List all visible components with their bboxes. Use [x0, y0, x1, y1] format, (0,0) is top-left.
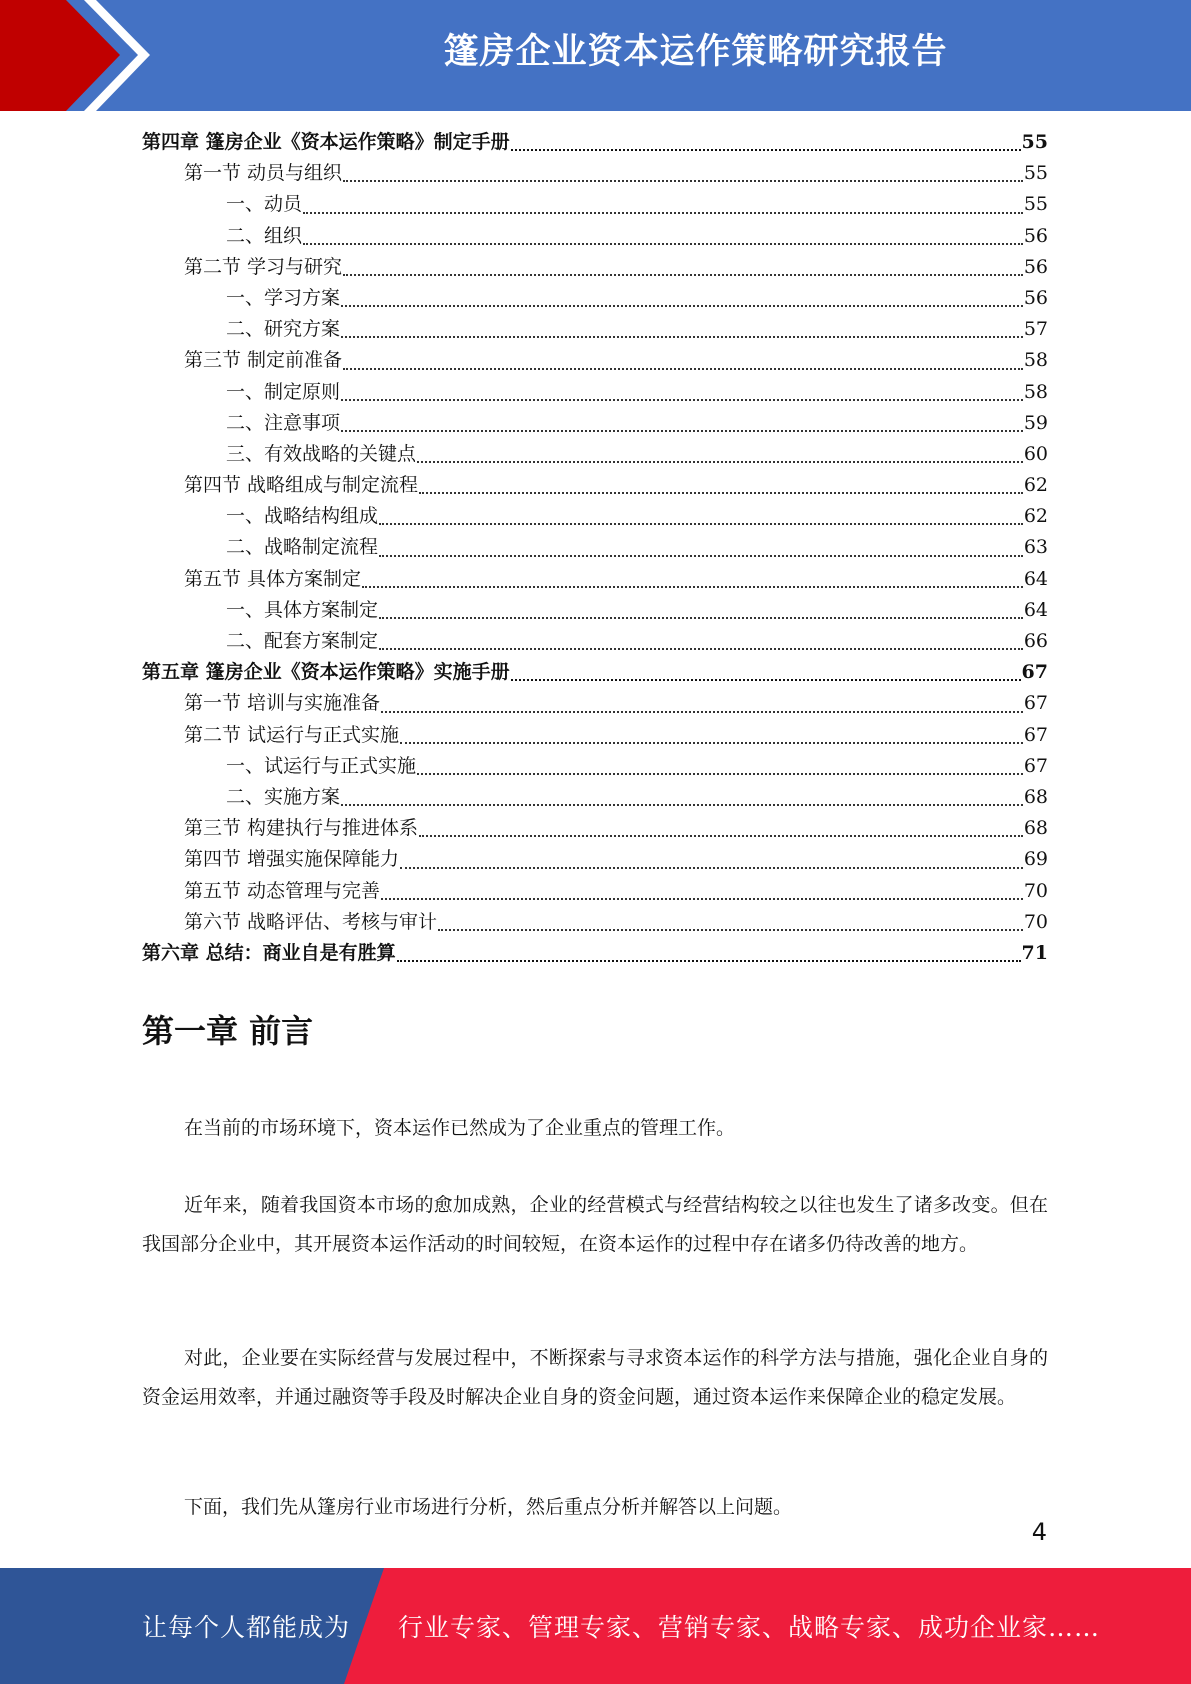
toc-entry-title: 第二节 学习与研究: [184, 255, 343, 278]
toc-entry-title: 一、试运行与正式实施: [226, 754, 417, 777]
toc-subsection-entry[interactable]: [142, 751, 1048, 782]
page-header: [0, 0, 1191, 111]
toc-subsection-entry[interactable]: [142, 408, 1048, 439]
toc-section-entry[interactable]: [142, 252, 1048, 283]
toc-leader-dots: [343, 266, 1023, 276]
toc-subsection-entry[interactable]: [142, 501, 1048, 532]
toc-page-number: 67: [1023, 723, 1048, 746]
paragraph-3: 对此，企业要在实际经营与发展过程中，不断探索与寻求资本运作的科学方法与措施，强化企业自身的资金运用效率，并通过融资等手段及时解决企业自身的资金问题，通过资本运作来保障企业的稳定发展。: [142, 1347, 1048, 1408]
toc-section-entry[interactable]: [142, 876, 1048, 907]
toc-subsection-entry[interactable]: [142, 782, 1048, 813]
toc-leader-dots: [341, 796, 1023, 806]
toc-page-number: 64: [1023, 567, 1048, 590]
toc-page-number: 69: [1023, 848, 1048, 871]
toc-page-number: 55: [1023, 162, 1048, 185]
table-of-contents: [142, 127, 1048, 969]
toc-entry-title: 二、研究方案: [226, 318, 341, 341]
toc-section-entry[interactable]: [142, 158, 1048, 189]
toc-page-number: 71: [1021, 941, 1048, 964]
toc-page-number: 55: [1023, 193, 1048, 216]
toc-leader-dots: [362, 578, 1023, 588]
toc-leader-dots: [419, 484, 1023, 494]
toc-entry-title: 二、实施方案: [226, 785, 341, 808]
paragraph-2: 近年来，随着我国资本市场的愈加成熟，企业的经营模式与经营结构较之以往也发生了诸多改变。但在我国部分企业中，其开展资本运作活动的时间较短，在资本运作的过程中存在诸多仍待改善的地方。: [142, 1194, 1048, 1255]
toc-leader-dots: [438, 921, 1023, 931]
toc-page-number: 62: [1023, 474, 1048, 497]
toc-page-number: 66: [1023, 630, 1048, 652]
toc-entry-title: 第五节 动态管理与完善: [184, 879, 381, 902]
toc-section-entry[interactable]: [142, 720, 1048, 751]
toc-leader-dots: [400, 859, 1023, 869]
toc-section-entry[interactable]: [142, 688, 1048, 719]
toc-leader-dots: [417, 765, 1023, 775]
toc-page-number: 68: [1023, 785, 1048, 808]
toc-section-entry[interactable]: [142, 813, 1048, 844]
toc-page-number: 63: [1023, 536, 1048, 559]
chapter-title: 第一章 前言: [142, 1012, 314, 1050]
header-arrow-decoration: [0, 0, 160, 111]
page-footer: [0, 1568, 1191, 1684]
toc-page-number: 67: [1021, 661, 1048, 684]
toc-page-number: 68: [1023, 817, 1048, 840]
toc-leader-dots: [379, 640, 1023, 650]
toc-entry-title: 第三节 构建执行与推进体系: [184, 817, 419, 840]
toc-entry-title: 二、战略制定流程: [226, 536, 379, 559]
toc-entry-title: 二、组织: [226, 224, 303, 247]
toc-subsection-entry[interactable]: [142, 221, 1048, 252]
toc-entry-title: 第二节 试运行与正式实施: [184, 723, 400, 746]
toc-leader-dots: [397, 952, 1021, 962]
toc-page-number: 59: [1023, 411, 1048, 434]
toc-entry-title: 第六节 战略评估、考核与审计: [184, 910, 438, 933]
toc-leader-dots: [379, 515, 1023, 525]
toc-leader-dots: [343, 172, 1023, 182]
toc-page-number: 56: [1023, 255, 1048, 278]
toc-section-entry[interactable]: [142, 470, 1048, 501]
toc-entry-title: 第六章 总结：商业自是有胜算: [142, 941, 396, 964]
toc-subsection-entry[interactable]: [142, 439, 1048, 470]
toc-page-number: 57: [1023, 318, 1048, 341]
toc-leader-dots: [379, 547, 1023, 557]
toc-page-number: 67: [1023, 754, 1048, 777]
toc-chapter-entry[interactable]: [142, 127, 1048, 158]
toc-section-entry[interactable]: [142, 345, 1048, 376]
paragraph-1: 在当前的市场环境下，资本运作已然成为了企业重点的管理工作。: [184, 1117, 736, 1139]
page-number: 4: [1031, 1518, 1047, 1546]
toc-leader-dots: [341, 297, 1023, 307]
toc-leader-dots: [511, 671, 1021, 681]
toc-entry-title: 一、战略结构组成: [226, 505, 379, 528]
toc-section-entry[interactable]: [142, 907, 1048, 938]
toc-leader-dots: [343, 360, 1023, 370]
toc-page-number: 64: [1023, 598, 1048, 621]
toc-entry-title: 第一节 培训与实施准备: [184, 692, 381, 715]
toc-subsection-entry[interactable]: [142, 189, 1048, 220]
toc-leader-dots: [379, 609, 1023, 619]
toc-leader-dots: [400, 734, 1023, 744]
toc-section-entry[interactable]: [142, 564, 1048, 595]
toc-entry-title: 二、配套方案制定: [226, 630, 379, 652]
toc-entry-title: 第四节 战略组成与制定流程: [184, 474, 419, 497]
toc-entry-title: 第五章 篷房企业《资本运作策略》实施手册: [142, 661, 510, 684]
toc-leader-dots: [511, 141, 1021, 151]
report-title: 篷房企业资本运作策略研究报告: [443, 32, 948, 72]
toc-entry-title: 第四节 增强实施保障能力: [184, 848, 400, 871]
toc-leader-dots: [303, 235, 1023, 245]
footer-slogan-left: 让每个人都能成为: [142, 1613, 351, 1642]
toc-chapter-entry[interactable]: [142, 657, 1048, 688]
toc-subsection-entry[interactable]: [142, 532, 1048, 563]
toc-section-entry[interactable]: [142, 844, 1048, 875]
toc-leader-dots: [381, 703, 1023, 713]
toc-chapter-entry[interactable]: [142, 938, 1048, 969]
toc-subsection-entry[interactable]: [142, 626, 1048, 657]
toc-entry-title: 三、有效战略的关键点: [226, 442, 417, 465]
toc-leader-dots: [341, 391, 1023, 401]
toc-entry-title: 一、制定原则: [226, 380, 341, 403]
toc-entry-title: 第一节 动员与组织: [184, 162, 343, 185]
toc-page-number: 70: [1023, 910, 1048, 933]
toc-entry-title: 一、动员: [226, 193, 303, 216]
toc-entry-title: 一、具体方案制定: [226, 598, 379, 621]
toc-page-number: 56: [1023, 286, 1048, 309]
toc-entry-title: 第三节 制定前准备: [184, 349, 343, 372]
toc-leader-dots: [341, 328, 1023, 338]
toc-subsection-entry[interactable]: [142, 595, 1048, 626]
toc-subsection-entry[interactable]: [142, 377, 1048, 408]
toc-subsection-entry[interactable]: [142, 283, 1048, 314]
toc-page-number: 60: [1023, 442, 1048, 465]
toc-entry-title: 一、学习方案: [226, 286, 341, 309]
toc-page-number: 55: [1021, 131, 1048, 153]
toc-leader-dots: [419, 827, 1023, 837]
toc-leader-dots: [303, 204, 1023, 214]
toc-leader-dots: [417, 453, 1023, 463]
toc-leader-dots: [381, 890, 1023, 900]
toc-page-number: 58: [1023, 380, 1048, 403]
toc-page-number: 70: [1023, 879, 1048, 902]
toc-entry-title: 第四章 篷房企业《资本运作策略》制定手册: [142, 131, 510, 153]
toc-page-number: 67: [1023, 692, 1048, 715]
toc-entry-title: 二、注意事项: [226, 411, 341, 434]
toc-entry-title: 第五节 具体方案制定: [184, 567, 362, 590]
toc-page-number: 56: [1023, 224, 1048, 247]
toc-subsection-entry[interactable]: [142, 314, 1048, 345]
toc-page-number: 62: [1023, 505, 1048, 528]
toc-leader-dots: [341, 422, 1023, 432]
footer-slogan-right: 行业专家、管理专家、营销专家、战略专家、成功企业家……: [398, 1613, 1101, 1642]
toc-page-number: 58: [1023, 349, 1048, 372]
paragraph-4: 下面，我们先从篷房行业市场进行分析，然后重点分析并解答以上问题。: [184, 1496, 793, 1518]
